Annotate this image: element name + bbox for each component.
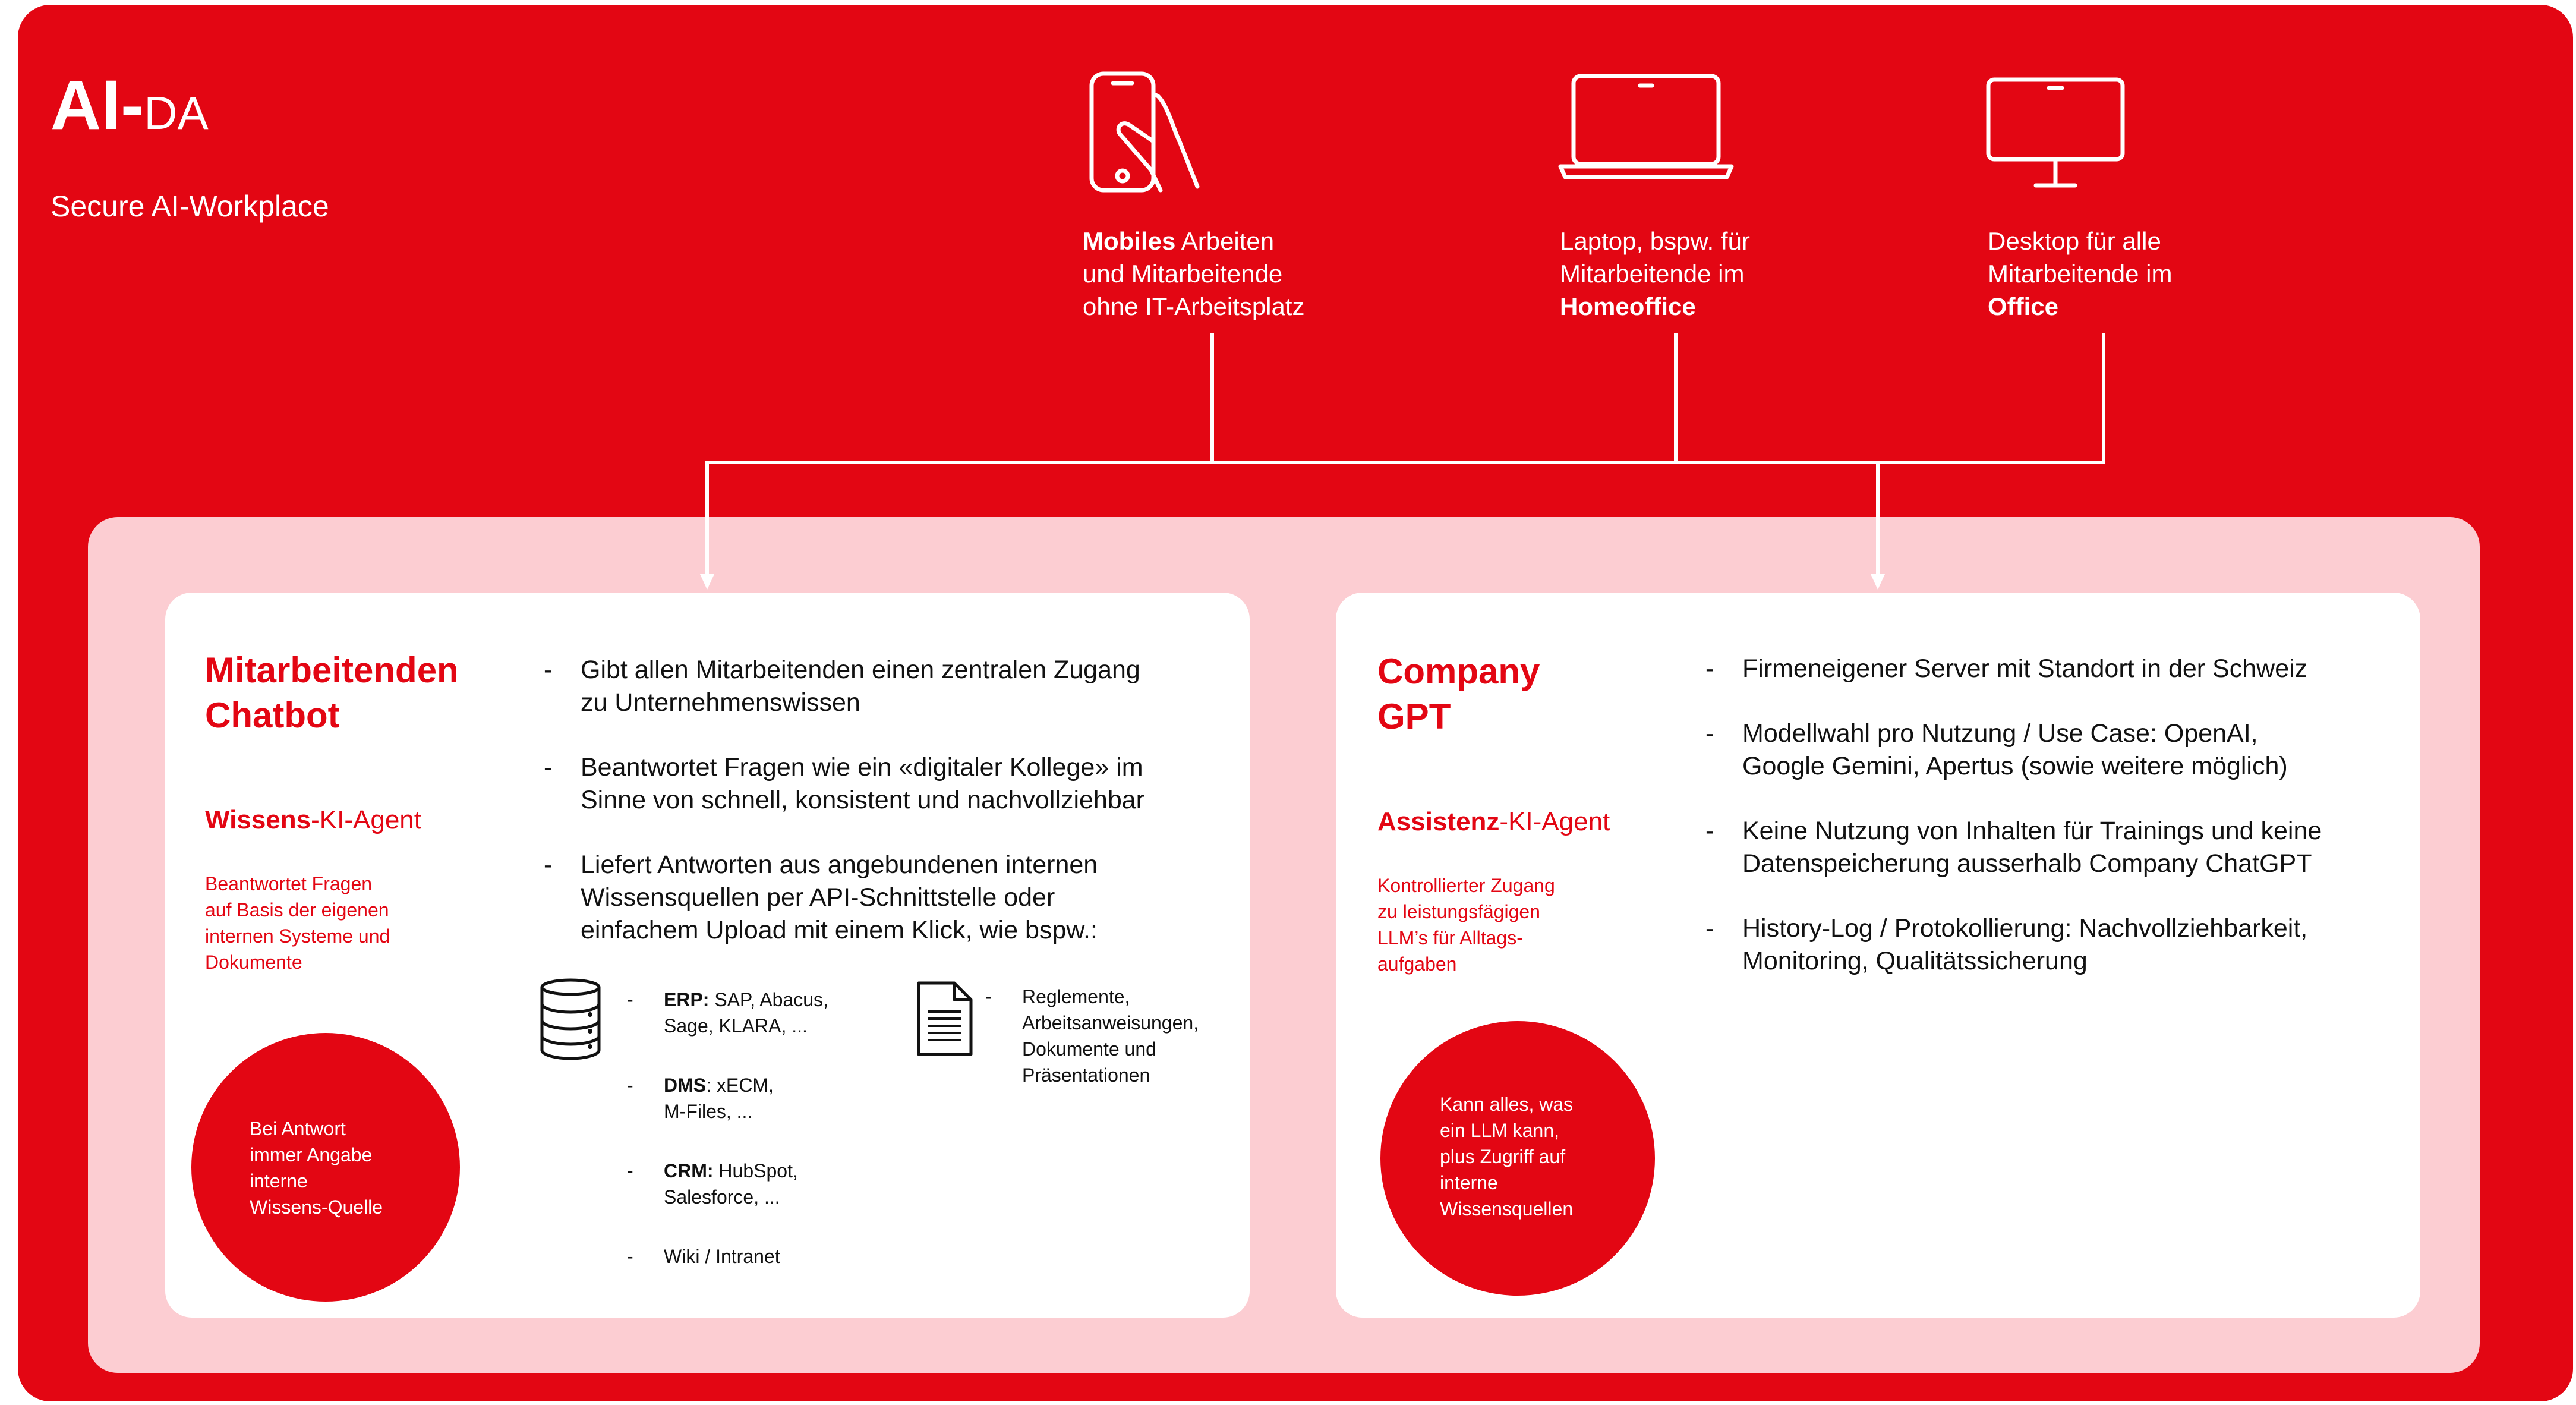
chatbot-bullet-2-line2: Sinne von schnell, konsistent und nachvollziehbar [581, 786, 1144, 814]
mobile-caption-line1-rest: Arbeiten [1175, 227, 1275, 255]
companygpt-circle-line1: Kann alles, was [1440, 1094, 1574, 1115]
companygpt-bullet-2-line2: Google Gemini, Apertus (sowie weitere möglich) [1742, 752, 2288, 780]
chatbot-bullet-3-line2: Wissensquellen per API-Schnittstelle oder [581, 883, 1055, 912]
companygpt-bullet [1705, 653, 2407, 685]
desktop-caption-bold: Office [1988, 292, 2059, 320]
title-bold: AI- [51, 66, 144, 144]
chatbot-agent-type [205, 805, 421, 835]
chatbot-title-line2: Chatbot [205, 695, 340, 735]
laptop-caption-bold: Homeoffice [1560, 292, 1696, 320]
companygpt-bullet-3-line2: Datenspeicherung ausserhalb Company ChatGPT [1742, 849, 2312, 878]
system-erp-line2: Sage, KLARA, ... [664, 1015, 808, 1037]
chatbot-circle-line1: Bei Antwort [250, 1118, 346, 1139]
companygpt-bullet-3-line1: - Keine Nutzung von Inhalten für Trainings und keine [1742, 817, 2322, 845]
companygpt-circle-line4: interne [1440, 1172, 1498, 1193]
system-erp [627, 987, 906, 1039]
laptop-caption-line1: Laptop, bspw. für [1560, 227, 1750, 255]
system-wiki-label: Wiki / Intranet [664, 1246, 780, 1267]
chatbot-bullet-3-line3: einfachem Upload mit einem Klick, wie bspw.: [581, 916, 1098, 944]
mobile-caption-bold: Mobiles [1083, 227, 1176, 255]
chatbot-bullet [544, 654, 1233, 719]
companygpt-highlight-text [1440, 1091, 1573, 1222]
chatbot-bullet [544, 751, 1233, 817]
title-suffix: DA [144, 87, 209, 139]
companygpt-description [1377, 872, 1555, 977]
companygpt-desc-line4: aufgaben [1377, 953, 1457, 975]
system-crm-bold: CRM: [664, 1160, 714, 1182]
documents-line2: Arbeitsanweisungen, [1022, 1012, 1199, 1034]
app-subtitle: Secure AI-Workplace [51, 190, 329, 223]
companygpt-title-line2: GPT [1377, 697, 1451, 736]
system-crm-rest: HubSpot, [713, 1160, 798, 1182]
system-erp-bold: ERP: [664, 989, 710, 1010]
systems-list [627, 987, 906, 1269]
system-dms-bold: DMS [664, 1075, 707, 1096]
chatbot-agent-rest: -KI-Agent [311, 805, 422, 834]
system-crm [627, 1158, 906, 1210]
chatbot-bullet-2-line1: - Beantwortet Fragen wie ein «digitaler Kollege» im [581, 753, 1143, 782]
companygpt-bullet [1705, 717, 2407, 783]
desktop-caption-line2: Mitarbeitende im [1988, 260, 2173, 288]
desktop-caption-line1: Desktop für alle [1988, 227, 2161, 255]
system-dms-line2: M-Files, ... [664, 1101, 753, 1122]
companygpt-agent-type [1377, 807, 1610, 837]
documents-list [985, 984, 1235, 1088]
companygpt-circle-line3: plus Zugriff auf [1440, 1146, 1566, 1167]
chatbot-desc-line1: Beantwortet Fragen [205, 873, 373, 894]
laptop-caption-line2: Mitarbeitende im [1560, 260, 1745, 288]
companygpt-agent-bold: Assistenz [1377, 807, 1500, 836]
chatbot-bullet-1-line1: - Gibt allen Mitarbeitenden einen zentralen Zugang [581, 656, 1140, 684]
companygpt-desc-line2: zu leistungsfägigen [1377, 901, 1540, 922]
companygpt-bullet-2-line1: - Modellwahl pro Nutzung / Use Case: OpenAI, [1742, 719, 2258, 748]
companygpt-circle-line5: Wissensquellen [1440, 1198, 1574, 1220]
chatbot-desc-line3: internen Systeme und [205, 925, 390, 947]
companygpt-title-line1: Company [1377, 651, 1540, 691]
chatbot-bullet-3-line1: - Liefert Antworten aus angebundenen internen [581, 850, 1098, 879]
system-dms-rest: : xECM, [706, 1075, 774, 1096]
documents-item [985, 984, 1235, 1088]
chatbot-title-line1: Mitarbeitenden [205, 650, 459, 690]
documents-line4: Präsentationen [1022, 1064, 1150, 1086]
companygpt-bullet-list [1705, 653, 2407, 1010]
database-icon [538, 978, 603, 1061]
chatbot-title [205, 648, 459, 738]
system-wiki [627, 1243, 906, 1269]
companygpt-circle-line2: ein LLM kann, [1440, 1120, 1560, 1141]
companygpt-title [1377, 649, 1540, 739]
companygpt-bullet-4-line1: - History-Log / Protokollierung: Nachvollziehbarkeit, [1742, 914, 2308, 943]
documents-line1: - Reglemente, [1022, 986, 1130, 1007]
system-crm-line2: Salesforce, ... [664, 1186, 780, 1208]
chatbot-highlight-text [250, 1116, 383, 1220]
companygpt-bullet-1-line1: - Firmeneigener Server mit Standort in der Schweiz [1742, 654, 2308, 683]
chatbot-circle-line3: interne [250, 1170, 308, 1192]
companygpt-bullet-4-line2: Monitoring, Qualitätssicherung [1742, 947, 2088, 975]
chatbot-circle-line4: Wissens-Quelle [250, 1196, 383, 1218]
mobile-caption-line3: ohne IT-Arbeitsplatz [1083, 292, 1305, 320]
connector-lines [0, 0, 2576, 594]
mobile-caption-line2: und Mitarbeitende [1083, 260, 1283, 288]
documents-line3: Dokumente und [1022, 1038, 1156, 1060]
chatbot-agent-bold: Wissens [205, 805, 311, 834]
companygpt-bullet [1705, 912, 2407, 978]
companygpt-agent-rest: -KI-Agent [1499, 807, 1610, 836]
chatbot-circle-line2: immer Angabe [250, 1144, 373, 1165]
chatbot-description [205, 871, 390, 975]
companygpt-desc-line1: Kontrollierter Zugang [1377, 875, 1555, 896]
chatbot-desc-line4: Dokumente [205, 952, 302, 973]
system-dms [627, 1072, 906, 1124]
document-icon [915, 981, 975, 1057]
chatbot-bullet-1-line2: zu Unternehmenswissen [581, 688, 860, 717]
chatbot-bullet [544, 849, 1233, 947]
companygpt-desc-line3: LLM’s für Alltags- [1377, 927, 1523, 949]
system-erp-rest: SAP, Abacus, [709, 989, 828, 1010]
chatbot-bullet-list [544, 654, 1233, 979]
chatbot-desc-line2: auf Basis der eigenen [205, 899, 389, 921]
companygpt-bullet [1705, 815, 2407, 880]
